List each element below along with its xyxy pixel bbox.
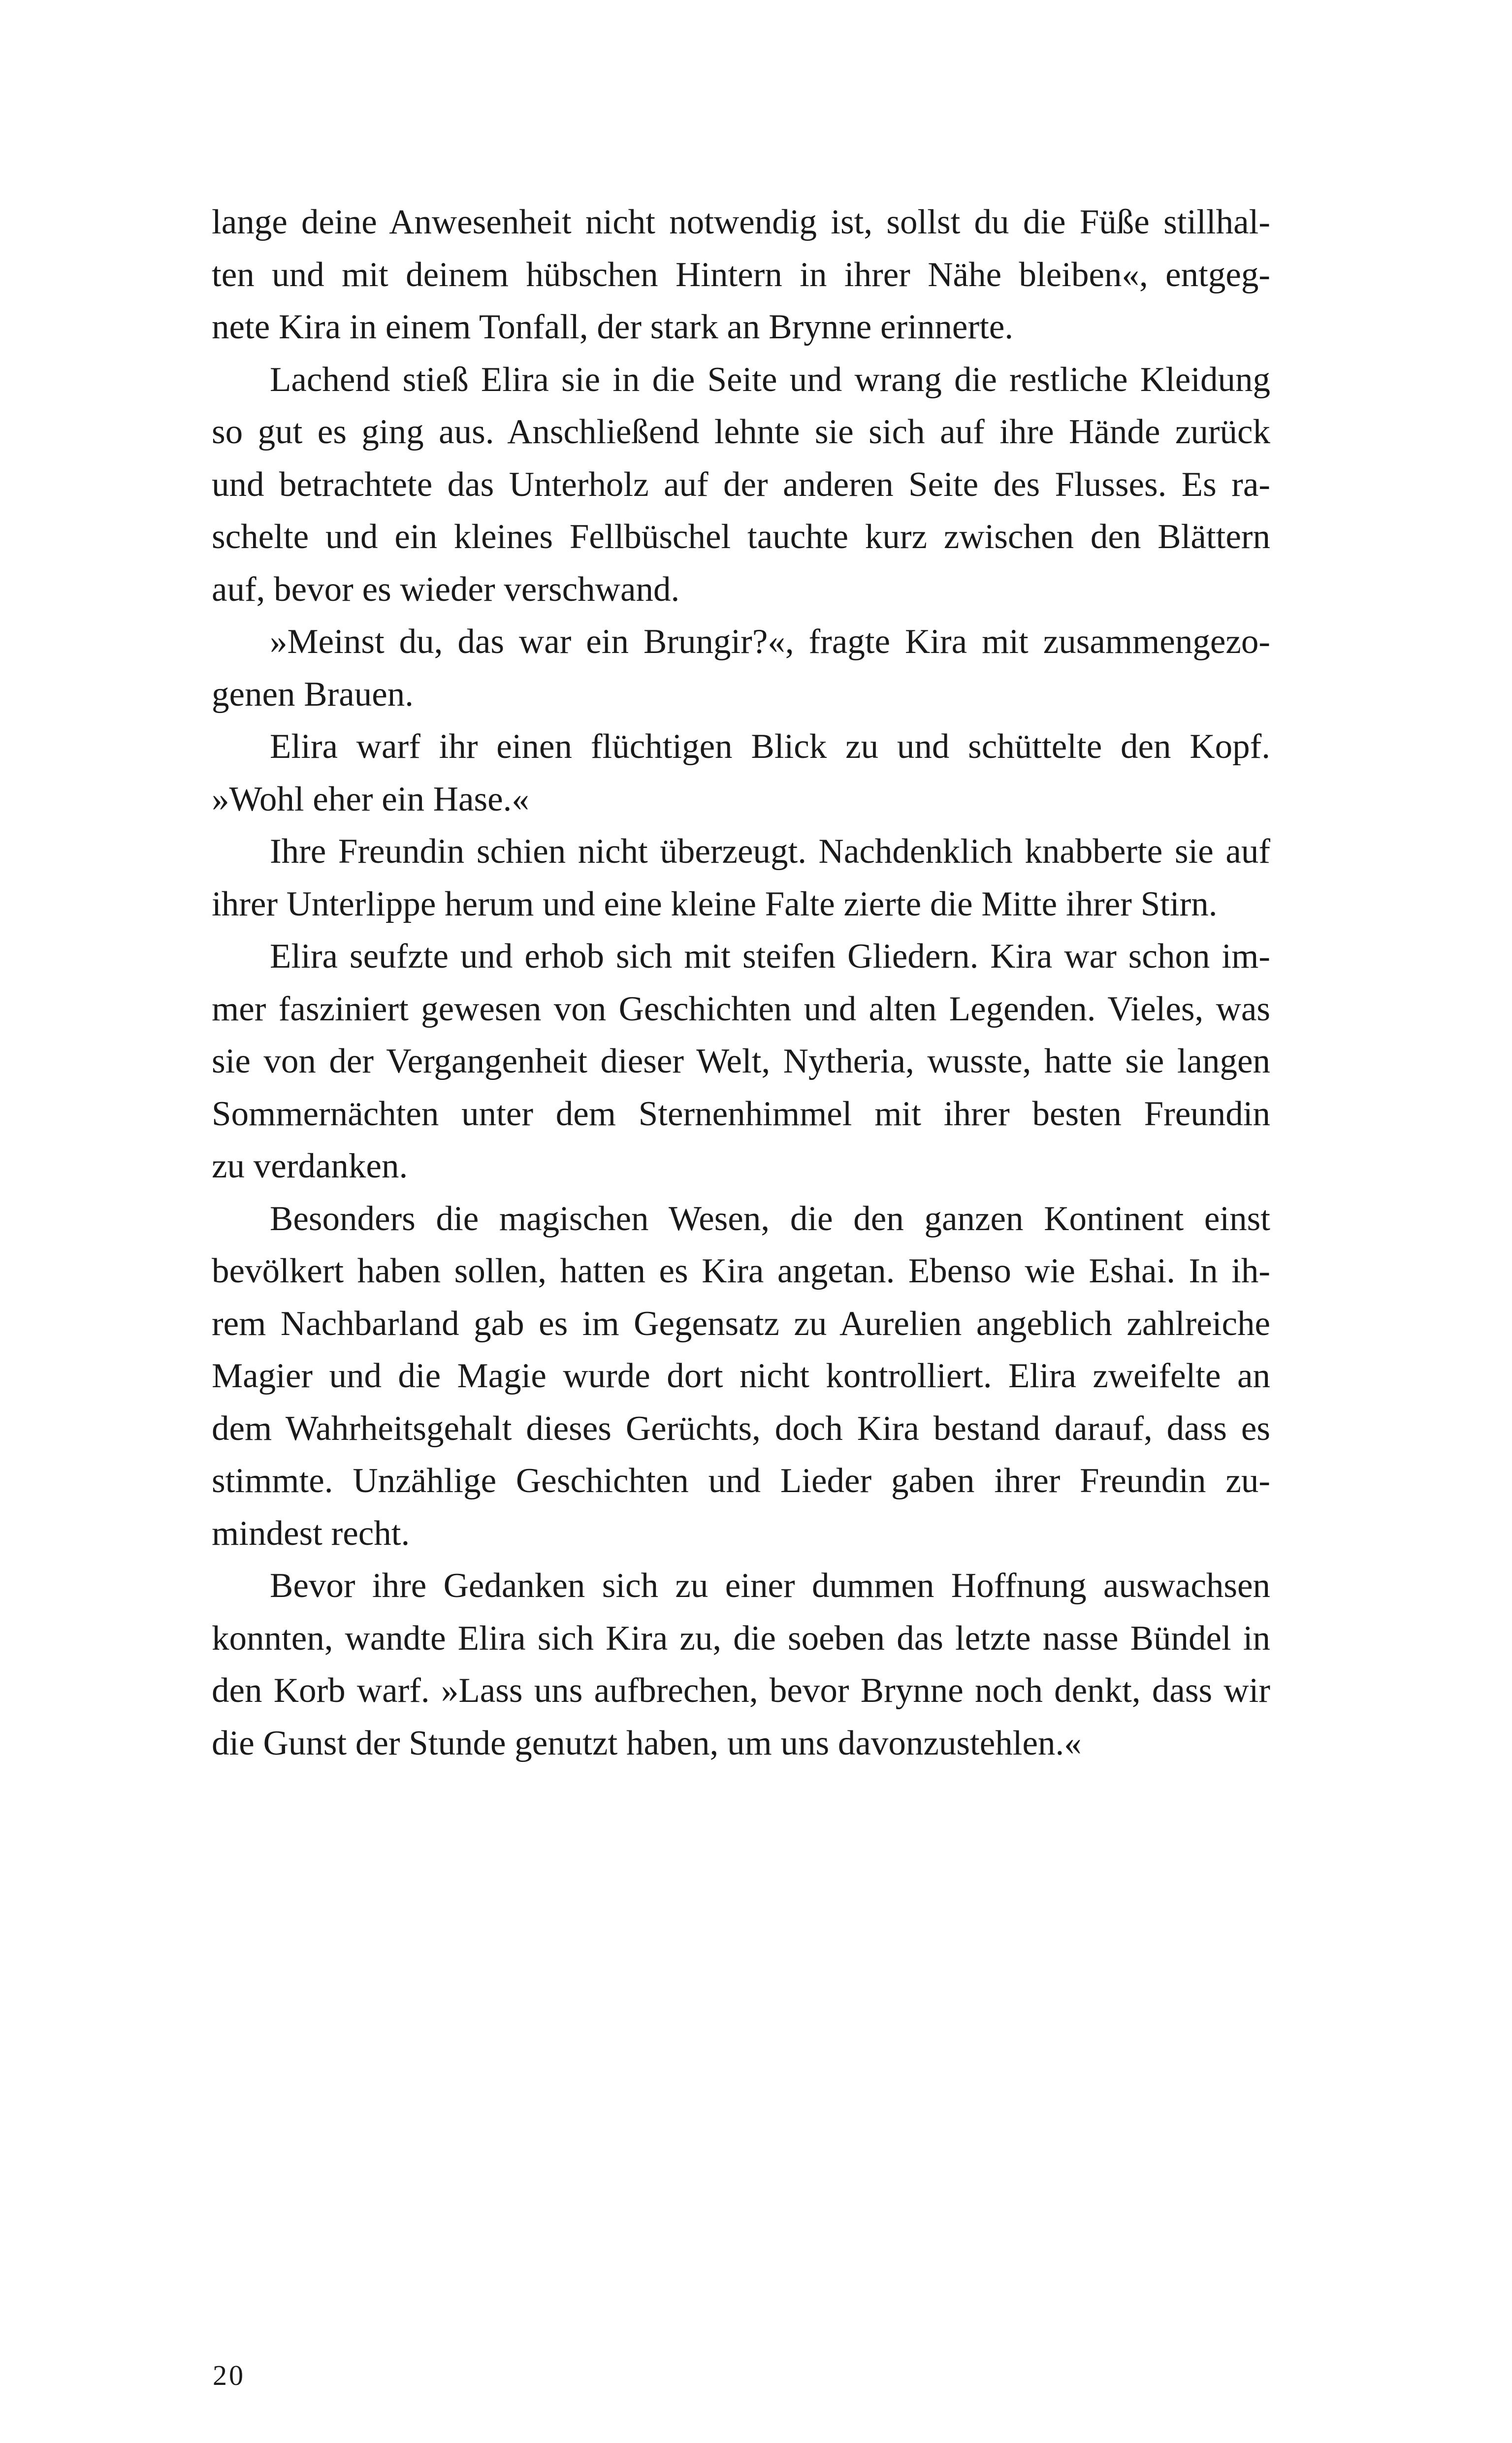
text-line: mindest recht. [212, 1514, 410, 1553]
text-line: Elira seufzte und erhob sich mit steifen Gliedern. Kira war schon im- [270, 937, 1270, 976]
text-line: den Korb warf. »Lass uns aufbrechen, bevor Brynne noch denkt, dass wir [212, 1671, 1270, 1710]
text-line: lange deine Anwesenheit nicht notwendig ist, sollst du die Füße stillhal- [212, 203, 1270, 241]
text-line: »Meinst du, das war ein Brungir?«, fragte Kira mit zusammengezo- [270, 622, 1270, 661]
text-line: konnten, wandte Elira sich Kira zu, die soeben das letzte nasse Bündel in [212, 1619, 1270, 1658]
text-line: mer fasziniert gewesen von Geschichten und alten Legenden. Vieles, was [212, 989, 1270, 1028]
text-line: »Wohl eher ein Hase.« [212, 780, 529, 818]
text-line: dem Wahrheitsgehalt dieses Gerüchts, doch Kira bestand darauf, dass es [212, 1409, 1270, 1448]
text-line: Lachend stieß Elira sie in die Seite und wrang die restliche Kleidung [270, 360, 1270, 399]
text-line: die Gunst der Stunde genutzt haben, um uns davonzustehlen.« [212, 1724, 1082, 1762]
text-line: Besonders die magischen Wesen, die den ganzen Kontinent einst [270, 1199, 1270, 1238]
text-line: so gut es ging aus. Anschließend lehnte sie sich auf ihre Hände zurück [212, 413, 1270, 451]
page-number: 20 [213, 2359, 245, 2391]
body-text [212, 196, 1270, 1769]
text-line: nete Kira in einem Tonfall, der stark an Brynne erinnerte. [212, 308, 1014, 346]
text-line: Ihre Freundin schien nicht überzeugt. Nachdenklich knabberte sie auf [270, 832, 1270, 871]
text-line: rem Nachbarland gab es im Gegensatz zu Aurelien angeblich zahlreiche [212, 1304, 1270, 1343]
text-line: auf, bevor es wieder verschwand. [212, 570, 680, 609]
text-line: Bevor ihre Gedanken sich zu einer dummen Hoffnung auswachsen [270, 1566, 1270, 1605]
text-line: stimmte. Unzählige Geschichten und Lieder gaben ihrer Freundin zu- [212, 1462, 1270, 1500]
text-line: ihrer Unterlippe herum und eine kleine Falte zierte die Mitte ihrer Stirn. [212, 884, 1218, 923]
text-line: und betrachtete das Unterholz auf der anderen Seite des Flusses. Es ra- [212, 465, 1270, 504]
text-line: Sommernächten unter dem Sternenhimmel mit ihrer besten Freundin [212, 1094, 1270, 1133]
text-line: genen Brauen. [212, 675, 414, 714]
text-line: schelte und ein kleines Fellbüschel tauchte kurz zwischen den Blättern [212, 518, 1270, 556]
text-line: sie von der Vergangenheit dieser Welt, Nytheria, wusste, hatte sie langen [212, 1042, 1270, 1080]
text-line: bevölkert haben sollen, hatten es Kira angetan. Ebenso wie Eshai. In ih- [212, 1252, 1270, 1290]
text-line: Magier und die Magie wurde dort nicht kontrolliert. Elira zweifelte an [212, 1357, 1270, 1395]
text-line: zu verdanken. [212, 1147, 408, 1185]
text-line: Elira warf ihr einen flüchtigen Blick zu und schüttelte den Kopf. [270, 727, 1270, 766]
text-line: ten und mit deinem hübschen Hintern in ihrer Nähe bleiben«, entgeg- [212, 255, 1270, 294]
